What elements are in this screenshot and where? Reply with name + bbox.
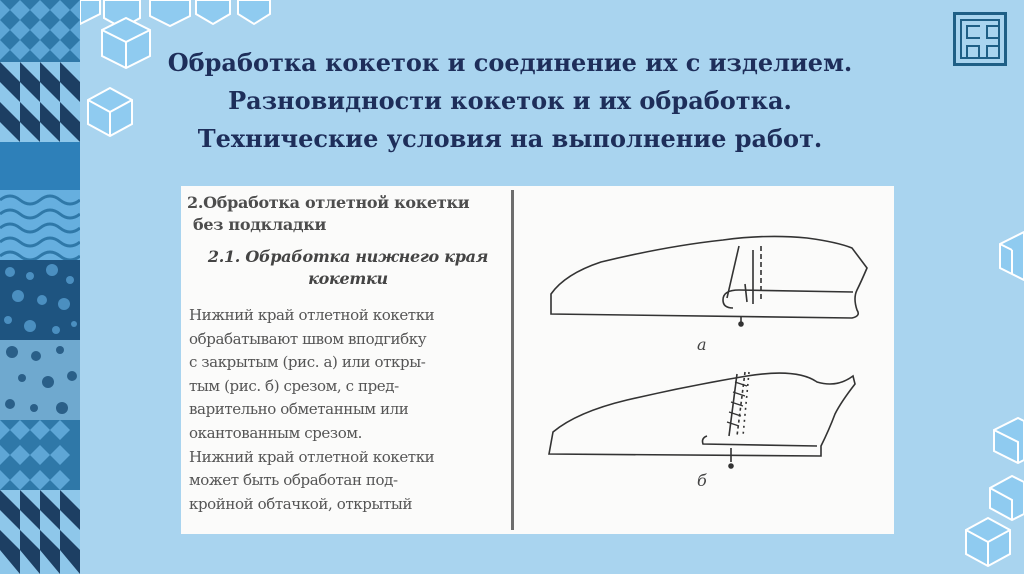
figure-label-a: а — [697, 335, 707, 354]
triangle-pattern-block — [0, 62, 80, 142]
title-line-2: Разновидности кокеток и их обработка. — [228, 86, 792, 115]
section-heading-line-2: без подкладки — [193, 215, 327, 234]
textbook-scan-image — [181, 186, 894, 534]
body-line: Нижний край отлетной кокетки — [189, 306, 435, 324]
figure-label-b: б — [697, 471, 707, 490]
subsection-heading — [189, 246, 507, 290]
figure-a-drawing — [551, 236, 867, 326]
dots-pattern-block — [0, 260, 80, 340]
body-line: окантованным срезом. — [189, 423, 362, 442]
subsection-heading-line-1: 2.1. Обработка нижнего края — [207, 247, 489, 266]
yoke-hem-figures — [517, 186, 894, 534]
scan-text-column — [181, 186, 509, 534]
title-line-3: Технические условия на выполнение работ. — [197, 124, 823, 153]
body-line: Нижний край отлетной кокетки — [189, 447, 435, 466]
isometric-cube-icon — [196, 0, 230, 24]
figure-b-drawing — [549, 372, 855, 468]
scan-column-divider — [511, 190, 514, 530]
body-line: кройной обтачкой, открытый — [189, 494, 413, 513]
section-heading-line-1: 2.Обработка отлетной кокетки — [187, 193, 470, 212]
body-line: с закрытым (рис. а) или откры- — [189, 353, 426, 372]
body-line: обрабатывают швом вподгибку — [189, 329, 427, 348]
wave-pattern-block — [0, 190, 80, 260]
isometric-cube-icon — [238, 0, 270, 24]
triangle-pattern-block — [0, 490, 80, 574]
section-heading — [187, 192, 469, 236]
diamond-pattern-block — [0, 0, 80, 62]
isometric-cube-icon — [80, 0, 100, 24]
diamond-pattern-block — [0, 420, 80, 490]
subsection-heading-line-2: кокетки — [308, 269, 388, 288]
body-line: может быть обработан под- — [189, 471, 398, 490]
isometric-cube-icon — [994, 418, 1024, 463]
body-line: варительно обметанным или — [189, 400, 409, 419]
dots-pattern-block — [0, 340, 80, 420]
body-line: тым (рис. б) срезом, с пред- — [189, 376, 399, 395]
decorative-pattern-strip — [0, 0, 80, 574]
scan-body-text — [189, 304, 507, 516]
cube-decoration-right — [960, 230, 1024, 574]
title-line-1: Обработка кокеток и соединение их с изделием. — [167, 48, 853, 77]
cpp-logo-icon — [953, 12, 1007, 66]
slide-title — [110, 44, 910, 158]
isometric-cube-icon — [150, 0, 190, 26]
